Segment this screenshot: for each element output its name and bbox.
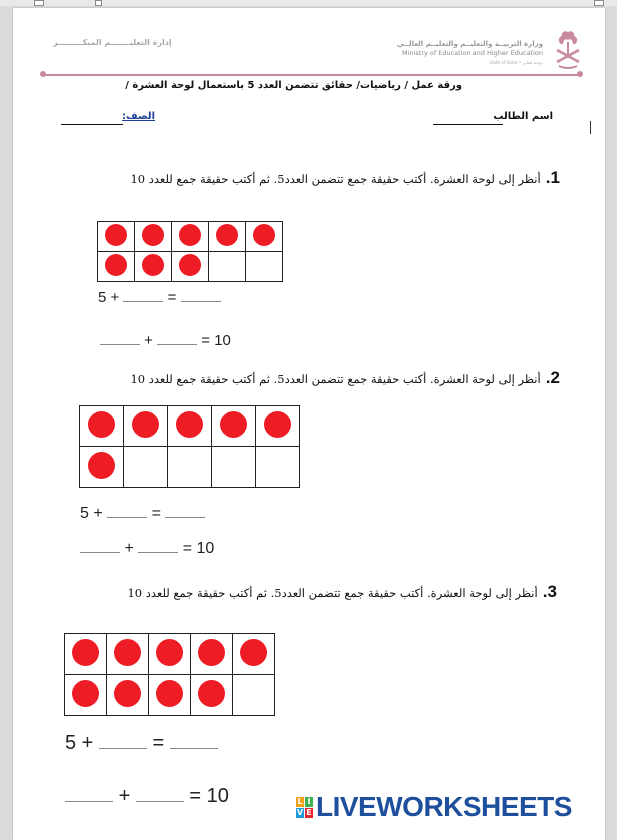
ten-frame-cell (168, 447, 212, 488)
ten-frame-cell (107, 675, 149, 716)
window-control-box[interactable] (34, 0, 44, 6)
question-3 (127, 582, 557, 602)
answer-blank[interactable] (157, 344, 197, 345)
red-counter (72, 680, 99, 707)
red-counter (114, 680, 141, 707)
eq-sign: = (167, 289, 177, 306)
header-divider-dot (40, 71, 46, 77)
red-counter (132, 411, 159, 438)
ten-frame-cell (124, 406, 168, 447)
ten-frame-cell (191, 675, 233, 716)
question-1 (130, 168, 560, 188)
eq-right: = 10 (182, 540, 215, 557)
ten-frame-cell (149, 634, 191, 675)
ten-frame-cell (209, 252, 246, 282)
logo-tile: V (296, 807, 304, 817)
red-counter (179, 224, 201, 246)
question-number: 2. (545, 368, 560, 387)
red-counter (156, 680, 183, 707)
logo-tile: I (305, 797, 313, 807)
answer-blank[interactable] (80, 552, 120, 553)
red-counter (198, 680, 225, 707)
eq-plus: + (144, 332, 153, 349)
answer-blank[interactable] (123, 301, 163, 302)
ten-frame-cell (191, 634, 233, 675)
eq-sign: = (151, 505, 161, 522)
red-counter (105, 224, 127, 246)
header-divider-dot (577, 71, 583, 77)
ten-frame-cell (172, 252, 209, 282)
eq-left: 5 + (65, 732, 94, 754)
ministry-name-en: Ministry of Education and Higher Education (402, 49, 543, 57)
student-name-line[interactable] (433, 124, 503, 125)
liveworksheets-brand[interactable] (296, 790, 572, 824)
ten-frame-cell (80, 447, 124, 488)
ten-frame-cell (233, 675, 275, 716)
question-text: أنظر إلى لوحة العشرة. أكتب حقيقة جمع تتضمن العدد5. ثم أكتب حقيقة جمع للعدد 10 (127, 586, 538, 600)
worksheet-title: ورقة عمل / رياضيات/ حقائق تتضمن العدد 5 باستعمال لوحة العشرة / (125, 80, 462, 91)
red-counter (198, 639, 225, 666)
addition-fact-1 (98, 289, 221, 306)
class-label: الصف: (122, 111, 155, 122)
ten-frame-cell (80, 406, 124, 447)
ten-frame-3 (64, 633, 275, 716)
ten-frame-cell (135, 252, 172, 282)
eq-sign: = (152, 732, 165, 754)
ten-frame-cell (124, 447, 168, 488)
question-text: أنظر إلى لوحة العشرة. أكتب حقيقة جمع تتضمن العدد5. ثم أكتب حقيقة جمع للعدد 10 (130, 372, 541, 386)
answer-blank[interactable] (165, 517, 205, 518)
student-name-label: اسم الطالب (493, 111, 553, 122)
logo-tile: E (306, 807, 312, 817)
header-divider (43, 74, 581, 76)
eq-plus: + (118, 785, 131, 807)
ten-frame-2 (79, 405, 300, 488)
red-counter (142, 254, 164, 276)
ten-frame-cell (98, 222, 135, 252)
red-counter (216, 224, 238, 246)
ten-fact-1 (100, 332, 231, 349)
ten-frame-cell (256, 406, 300, 447)
red-counter (240, 639, 267, 666)
ministry-header (393, 40, 543, 67)
ten-frame-cell (233, 634, 275, 675)
ten-frame-cell (209, 222, 246, 252)
red-counter (88, 411, 115, 438)
ten-frame-cell (149, 675, 191, 716)
red-counter (142, 224, 164, 246)
early-education-header: إدارة التعليـــــــم المبكـــــــــر (53, 38, 172, 47)
red-counter (156, 639, 183, 666)
state-of-qatar: State of Qatar • دولــة قطــر (489, 60, 543, 65)
ten-frame-cell (172, 222, 209, 252)
ten-frame-cell (65, 675, 107, 716)
red-counter (179, 254, 201, 276)
text-cursor (590, 121, 591, 134)
ten-frame-cell (65, 634, 107, 675)
red-counter (176, 411, 203, 438)
liveworksheets-wordmark: LIVEWORKSHEETS (316, 791, 572, 822)
ten-frame-cell (256, 447, 300, 488)
addition-fact-2 (80, 505, 205, 523)
red-counter (105, 254, 127, 276)
question-2 (130, 368, 560, 388)
red-counter (72, 639, 99, 666)
window-control-box[interactable] (594, 0, 604, 6)
worksheet-page (13, 8, 605, 840)
liveworksheets-logo-icon (296, 797, 313, 818)
ten-frame-cell (212, 447, 256, 488)
ten-frame-cell (135, 222, 172, 252)
ministry-logo-icon (551, 28, 585, 72)
logo-tile: L (297, 796, 303, 806)
ten-fact-3 (65, 785, 229, 808)
answer-blank[interactable] (138, 552, 178, 553)
answer-blank[interactable] (99, 748, 147, 749)
ten-frame-cell (246, 252, 283, 282)
ten-frame-1 (97, 221, 283, 282)
ministry-name-ar: وزارة التربيــة والتعليــم والتعليــم العالــي (397, 40, 543, 48)
answer-blank[interactable] (181, 301, 221, 302)
eq-left: 5 + (98, 289, 120, 306)
question-number: 1. (545, 168, 560, 187)
red-counter (253, 224, 275, 246)
answer-blank[interactable] (65, 801, 113, 802)
red-counter (220, 411, 247, 438)
eq-right: = 10 (189, 785, 229, 807)
ten-frame-cell (98, 252, 135, 282)
ten-frame-cell (246, 222, 283, 252)
ten-frame-cell (107, 634, 149, 675)
window-control-box[interactable] (95, 0, 102, 6)
red-counter (114, 639, 141, 666)
red-counter (264, 411, 291, 438)
answer-blank[interactable] (100, 344, 140, 345)
eq-left: 5 + (80, 505, 103, 522)
eq-plus: + (124, 540, 134, 557)
class-line[interactable] (61, 124, 123, 125)
red-counter (88, 452, 115, 479)
window-top-strip (0, 0, 617, 6)
answer-blank[interactable] (170, 748, 218, 749)
answer-blank[interactable] (136, 801, 184, 802)
ten-frame-cell (168, 406, 212, 447)
question-text: أنظر إلى لوحة العشرة. أكتب حقيقة جمع تتضمن العدد5. ثم أكتب حقيقة جمع للعدد 10 (130, 172, 541, 186)
ten-fact-2 (80, 540, 214, 558)
eq-right: = 10 (201, 332, 231, 349)
addition-fact-3 (65, 732, 218, 755)
answer-blank[interactable] (107, 517, 147, 518)
ten-frame-cell (212, 406, 256, 447)
question-number: 3. (542, 582, 557, 601)
